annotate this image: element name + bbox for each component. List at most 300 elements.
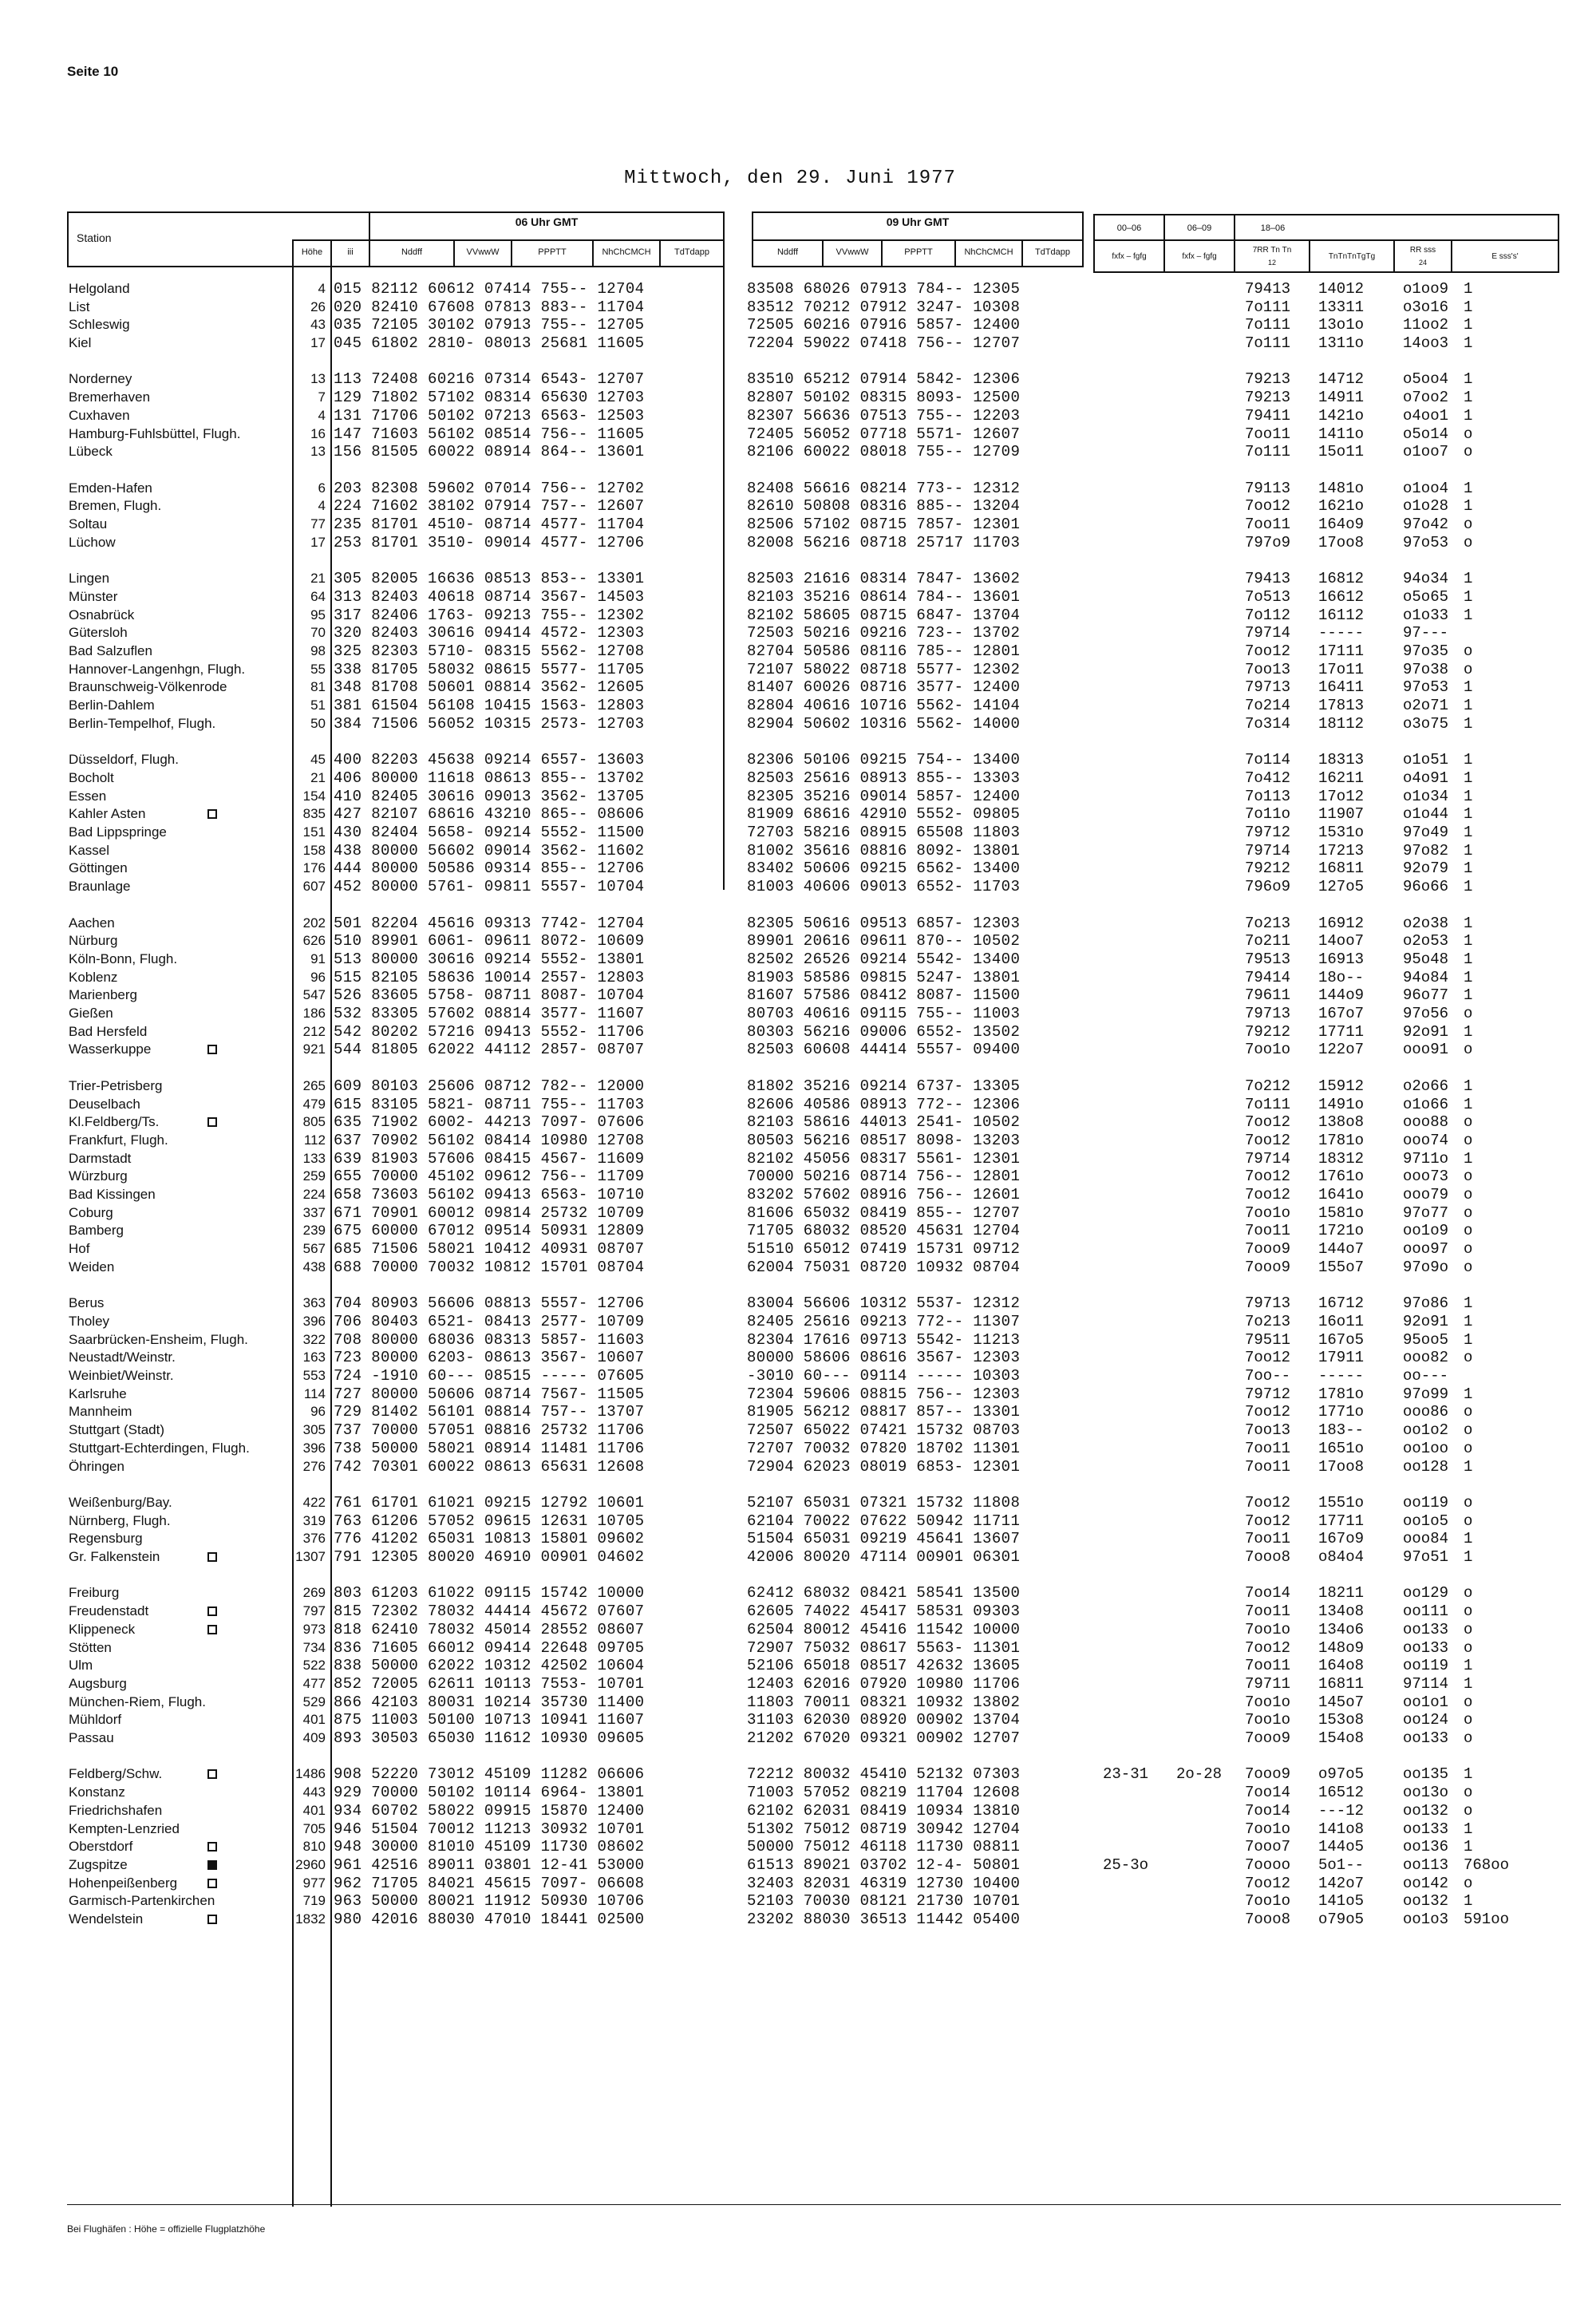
rr-tn-value: 7oo11: [1245, 1530, 1291, 1547]
rr-tn-value: 7o111: [1245, 443, 1291, 460]
station-altitude: 607: [302, 879, 326, 894]
rr-tn-value: 79212: [1245, 1023, 1291, 1041]
rr-tn-value: 7o111: [1245, 298, 1291, 316]
station-altitude: 151: [302, 824, 326, 840]
temps-value: 141o5: [1318, 1892, 1365, 1910]
rr-sss-value: 97o38: [1403, 661, 1449, 678]
rr-sss-value: o2o53: [1403, 932, 1449, 950]
station-altitude: 224: [302, 1187, 326, 1202]
station-name: Soltau: [69, 516, 108, 532]
rr-tn-value: 7o213: [1245, 915, 1291, 932]
e-sss-value: 1: [1464, 932, 1473, 950]
table-row: [0, 588, 1596, 606]
temps-value: 16812: [1318, 570, 1365, 587]
extra-col-e-sss: E sss's': [1491, 252, 1519, 261]
table-row: [0, 805, 1596, 823]
table-row: [0, 1222, 1596, 1239]
rr-sss-value: oo142: [1403, 1875, 1449, 1892]
table-row: [0, 824, 1596, 841]
station-altitude: 305: [302, 1422, 326, 1437]
table-row: [0, 1892, 1596, 1910]
table-row: [0, 534, 1596, 551]
station-altitude: 7: [318, 389, 326, 405]
e-sss-value: o: [1464, 1168, 1473, 1185]
temps-value: 14oo7: [1318, 932, 1365, 950]
station-altitude: 17: [310, 535, 326, 550]
e-sss-value: 1: [1464, 986, 1473, 1004]
rr-sss-value: oo119: [1403, 1657, 1449, 1674]
table-row: [0, 1132, 1596, 1149]
station-altitude: 401: [302, 1712, 326, 1727]
obs-09-utc: 82704 50586 08116 785-- 12801: [747, 642, 1021, 660]
obs-06-utc: 381 61504 56108 10415 1563- 12803: [334, 697, 645, 714]
obs-09-utc: 50000 75012 46118 11730 08811: [747, 1838, 1021, 1855]
station-altitude: 21: [310, 571, 326, 586]
obs-06-utc: 727 80000 50606 08714 7567- 11505: [334, 1385, 645, 1403]
e-sss-value: 1: [1464, 1548, 1473, 1566]
mountain-station-box-icon: [207, 1045, 217, 1054]
table-row: [0, 788, 1596, 805]
station-name: Berus: [69, 1295, 105, 1310]
temps-value: 1551o: [1318, 1494, 1365, 1512]
table-row: [0, 842, 1596, 860]
e-sss-value: 1: [1464, 480, 1473, 497]
station-name: Kl.Feldberg/Ts.: [69, 1114, 160, 1129]
e-sss-value: o: [1464, 425, 1473, 443]
station-name: Gr. Falkenstein: [69, 1549, 160, 1564]
obs-06-utc: 635 71902 6002- 44213 7097- 07606: [334, 1113, 645, 1131]
mountain-station-box-icon: [207, 1606, 217, 1616]
table-row: [0, 1657, 1596, 1674]
obs-06-utc: 045 61802 2810- 08013 25681 11605: [334, 334, 645, 352]
obs-09-utc: 72507 65022 07421 15732 08703: [747, 1421, 1021, 1439]
iii-column-header: iii: [347, 247, 354, 257]
e-sss-value: 1: [1464, 715, 1473, 733]
mountain-station-box-icon: [207, 809, 217, 819]
table-row: [0, 389, 1596, 406]
e-sss-value: 1: [1464, 1385, 1473, 1403]
rr-tn-value: 7oo1o: [1245, 1711, 1291, 1729]
table-row: [0, 1856, 1596, 1874]
station-name: Gütersloh: [69, 625, 128, 640]
station-altitude: 163: [302, 1350, 326, 1365]
rr-sss-value: o1oo4: [1403, 480, 1449, 497]
table-row: [0, 497, 1596, 515]
temps-value: 17oo8: [1318, 534, 1365, 551]
station-name: Nürnberg, Flugh.: [69, 1513, 171, 1528]
table-row: [0, 1802, 1596, 1820]
rr-tn-value: 7oo14: [1245, 1802, 1291, 1820]
station-name: Klippeneck: [69, 1622, 136, 1637]
obs-09-utc: 61513 89021 03702 12-4- 50801: [747, 1856, 1021, 1874]
station-altitude: 55: [310, 662, 326, 677]
station-name: Neustadt/Weinstr.: [69, 1350, 176, 1365]
station-name: Marienberg: [69, 987, 137, 1002]
rr-sss-value: oo132: [1403, 1802, 1449, 1820]
table-row: [0, 860, 1596, 877]
rr-sss-value: ooo82: [1403, 1349, 1449, 1366]
station-name: Hohenpeißenberg: [69, 1875, 178, 1891]
station-name: München-Riem, Flugh.: [69, 1694, 206, 1709]
station-altitude: 16: [310, 426, 326, 441]
rr-sss-value: oo---: [1403, 1367, 1449, 1385]
e-sss-value: o: [1464, 642, 1473, 660]
obs-06-utc: 742 70301 60022 08613 65631 12608: [334, 1458, 645, 1476]
station-altitude: 26: [310, 299, 326, 314]
temps-value: 164o9: [1318, 516, 1365, 533]
table-row: [0, 769, 1596, 787]
station-name: Münster: [69, 589, 118, 604]
rr-tn-value: 79411: [1245, 407, 1291, 425]
station-name: Emden-Hafen: [69, 480, 152, 496]
station-name: Bremen, Flugh.: [69, 498, 162, 513]
obs-09-utc: 72907 75032 08617 5563- 11301: [747, 1639, 1021, 1657]
obs-06-utc: 400 82203 45638 09214 6557- 13603: [334, 751, 645, 769]
rr-sss-value: 92o91: [1403, 1023, 1449, 1041]
rr-sss-value: 97o53: [1403, 534, 1449, 551]
obs-09-utc: 51504 65031 09219 45641 13607: [747, 1530, 1021, 1547]
temps-value: 14911: [1318, 389, 1365, 406]
obs-06-utc: 131 71706 50102 07213 6563- 12503: [334, 407, 645, 425]
obs-06-utc: 658 73603 56102 09413 6563- 10710: [334, 1186, 645, 1203]
e-sss-value: 1: [1464, 407, 1473, 425]
obs-06-utc: 724 -1910 60--- 08515 ----- 07605: [334, 1367, 645, 1385]
table-row: [0, 1259, 1596, 1276]
temps-value: 18o--: [1318, 969, 1365, 986]
obs-06-utc: 723 80000 6203- 08613 3567- 10607: [334, 1349, 645, 1366]
temps-value: 14012: [1318, 280, 1365, 298]
e-sss-value: o: [1464, 443, 1473, 460]
e-sss-value: 1: [1464, 842, 1473, 860]
station-name: Gießen: [69, 1006, 113, 1021]
obs-06-utc: 444 80000 50586 09314 855-- 12706: [334, 860, 645, 877]
rr-sss-value: ooo97: [1403, 1240, 1449, 1258]
obs-06-utc: 761 61701 61021 09215 12792 10601: [334, 1494, 645, 1512]
e-sss-value: o: [1464, 1494, 1473, 1512]
table-row: [0, 370, 1596, 388]
table-row: [0, 878, 1596, 895]
rr-tn-value: 7ooo9: [1245, 1240, 1291, 1258]
obs-09-utc: 83508 68026 07913 784-- 12305: [747, 280, 1021, 298]
rr-tn-value: 7o112: [1245, 607, 1291, 624]
station-altitude: 81: [310, 679, 326, 694]
rr-tn-value: 79511: [1245, 1331, 1291, 1349]
obs-06-utc: 253 81701 3510- 09014 4577- 12706: [334, 534, 645, 551]
obs-06-utc: 980 42016 88030 47010 18441 02500: [334, 1911, 645, 1928]
obs-06-utc: 438 80000 56602 09014 3562- 11602: [334, 842, 645, 860]
station-altitude: 114: [303, 1386, 326, 1401]
station-name: Mannheim: [69, 1404, 132, 1419]
station-altitude: 1832: [295, 1911, 326, 1927]
obs-09-utc: 72204 59022 07418 756-- 12707: [747, 334, 1021, 352]
station-name: Oberstdorf: [69, 1839, 133, 1854]
station-name: Braunschweig-Völkenrode: [69, 679, 227, 694]
table-row: [0, 1331, 1596, 1349]
mountain-station-box-icon: [207, 1552, 217, 1562]
station-altitude: 337: [302, 1205, 326, 1220]
e-sss-value: o: [1464, 1240, 1473, 1258]
obs-06-utc: 704 80903 56606 08813 5557- 12706: [334, 1294, 645, 1312]
station-name: Norderney: [69, 371, 132, 386]
station-altitude: 13: [310, 444, 326, 459]
temps-value: 17o11: [1318, 661, 1365, 678]
rr-sss-value: o5oo4: [1403, 370, 1449, 388]
temps-value: 1581o: [1318, 1204, 1365, 1222]
station-altitude: 176: [302, 860, 326, 875]
e-sss-value: 1: [1464, 1023, 1473, 1041]
table-row: [0, 1186, 1596, 1203]
obs-09-utc: 80703 40616 09115 755-- 11003: [747, 1005, 1021, 1022]
obs-06-utc: 113 72408 60216 07314 6543- 12707: [334, 370, 645, 388]
e-sss-value: 1: [1464, 1294, 1473, 1312]
rr-tn-value: 7oo1o: [1245, 1204, 1291, 1222]
rr-sss-value: oo1oo: [1403, 1440, 1449, 1457]
rr-sss-value: oo1o9: [1403, 1222, 1449, 1239]
obs-09-utc: 82807 50102 08315 8093- 12500: [747, 389, 1021, 406]
table-row: [0, 1729, 1596, 1747]
table-row: [0, 715, 1596, 733]
e-sss-value: o: [1464, 661, 1473, 678]
obs-09-utc: 82503 60608 44414 5557- 09400: [747, 1041, 1021, 1058]
e-sss-value: 1: [1464, 1150, 1473, 1168]
rr-tn-value: 7oo12: [1245, 1113, 1291, 1131]
temps-value: 1411o: [1318, 425, 1365, 443]
rr-tn-value: 7oo12: [1245, 1494, 1291, 1512]
mountain-station-box-icon: [207, 1625, 217, 1634]
temps-value: 144o7: [1318, 1240, 1365, 1258]
station-name: Bad Kissingen: [69, 1187, 156, 1202]
station-name: Düsseldorf, Flugh.: [69, 752, 179, 767]
e-sss-value: 1: [1464, 334, 1473, 352]
rr-sss-value: oo1o5: [1403, 1512, 1449, 1530]
temps-value: 16o11: [1318, 1313, 1365, 1330]
temps-value: 134o8: [1318, 1603, 1365, 1620]
obs-06-utc: 406 80000 11618 08613 855-- 13702: [334, 769, 645, 787]
temps-value: 16913: [1318, 950, 1365, 968]
table-row: [0, 316, 1596, 334]
rr-tn-value: 7o212: [1245, 1077, 1291, 1095]
rr-tn-value: 79113: [1245, 480, 1291, 497]
obs-09-utc: 82506 57102 08715 7857- 12301: [747, 516, 1021, 533]
e-sss-value: o: [1464, 1440, 1473, 1457]
e-sss-value: o: [1464, 1222, 1473, 1239]
station-altitude: 21: [310, 770, 326, 785]
temps-value: 144o9: [1318, 986, 1365, 1004]
rr-tn-value: 7ooo9: [1245, 1259, 1291, 1276]
station-name: Öhringen: [69, 1459, 124, 1474]
e-sss-value: 1: [1464, 607, 1473, 624]
station-altitude: 6: [318, 480, 326, 496]
rr-sss-value: o3o75: [1403, 715, 1449, 733]
station-altitude: 50: [310, 716, 326, 731]
rr-sss-value: 97o9o: [1403, 1259, 1449, 1276]
e-sss-value: 1: [1464, 860, 1473, 877]
obs-09-utc: 83512 70212 07912 3247- 10308: [747, 298, 1021, 316]
station-name: Hof: [69, 1241, 90, 1256]
obs-09-utc: 82503 21616 08314 7847- 13602: [747, 570, 1021, 587]
temps-value: 1761o: [1318, 1168, 1365, 1185]
table-row: [0, 1240, 1596, 1258]
col-09-dewpoint: TdTdapp: [1034, 247, 1071, 257]
station-altitude: 154: [302, 788, 326, 804]
temps-value: 1491o: [1318, 1096, 1365, 1113]
mountain-station-box-icon: [207, 1769, 217, 1779]
rr-sss-value: ooo73: [1403, 1168, 1449, 1185]
table-row: [0, 1096, 1596, 1113]
station-altitude: 409: [302, 1730, 326, 1745]
obs-06-utc: 235 81701 4510- 08714 4577- 11704: [334, 516, 645, 533]
rr-sss-value: o1o51: [1403, 751, 1449, 769]
table-row: [0, 932, 1596, 950]
e-sss-value: 1: [1464, 969, 1473, 986]
rr-sss-value: oo132: [1403, 1892, 1449, 1910]
table-row: [0, 570, 1596, 587]
station-name: Kassel: [69, 843, 110, 858]
table-row: [0, 1838, 1596, 1855]
rr-tn-value: 7oo1o: [1245, 1693, 1291, 1711]
obs-09-utc: 52107 65031 07321 15732 11808: [747, 1494, 1021, 1512]
temps-value: 1531o: [1318, 824, 1365, 841]
rr-tn-value: 7o214: [1245, 697, 1291, 714]
station-altitude: 158: [302, 843, 326, 858]
station-name: Trier-Petrisberg: [69, 1078, 163, 1093]
station-altitude: 13: [310, 371, 326, 386]
table-row: [0, 1150, 1596, 1168]
station-altitude: 719: [302, 1893, 326, 1908]
obs-09-utc: 52103 70030 08121 21730 10701: [747, 1892, 1021, 1910]
table-row: [0, 1530, 1596, 1547]
rr-sss-value: 97o82: [1403, 842, 1449, 860]
obs-06-utc: 791 12305 80020 46910 00901 04602: [334, 1548, 645, 1566]
rr-tn-value: 79212: [1245, 860, 1291, 877]
temps-value: o84o4: [1318, 1548, 1365, 1566]
station-name: Hamburg-Fuhlsbüttel, Flugh.: [69, 426, 241, 441]
station-altitude: 4: [318, 281, 326, 296]
obs-09-utc: 81905 56212 08817 857-- 13301: [747, 1403, 1021, 1421]
station-name: Bad Salzuflen: [69, 643, 152, 658]
obs-06-utc: 615 83105 5821- 08711 755-- 11703: [334, 1096, 645, 1113]
obs-09-utc: 81003 40606 09013 6552- 11703: [747, 878, 1021, 895]
station-altitude: 805: [302, 1114, 326, 1129]
rr-tn-value: 7o111: [1245, 1096, 1291, 1113]
e-sss-value: 1: [1464, 298, 1473, 316]
temps-value: 167o5: [1318, 1331, 1365, 1349]
obs-09-utc: 52106 65018 08517 42632 13605: [747, 1657, 1021, 1674]
obs-09-utc: 21202 67020 09321 00902 12707: [747, 1729, 1021, 1747]
obs-06-utc: 685 71506 58021 10412 40931 08707: [334, 1240, 645, 1258]
station-name: Helgoland: [69, 281, 130, 296]
rr-tn-value: 79713: [1245, 1294, 1291, 1312]
station-altitude: 401: [302, 1803, 326, 1818]
station-name: Bocholt: [69, 770, 114, 785]
station-altitude: 529: [302, 1694, 326, 1709]
temps-value: 16411: [1318, 678, 1365, 696]
e-sss-value: 1: [1464, 824, 1473, 841]
mountain-station-box-icon: [207, 1842, 217, 1851]
station-name: Koblenz: [69, 970, 118, 985]
temps-value: 16712: [1318, 1294, 1365, 1312]
rr-tn-value: 7o412: [1245, 769, 1291, 787]
temps-value: 18112: [1318, 715, 1365, 733]
obs-06-utc: 946 51504 70012 11213 30932 10701: [334, 1820, 645, 1838]
rr-tn-value: 79611: [1245, 986, 1291, 1004]
rr-sss-value: ooo84: [1403, 1530, 1449, 1547]
rr-tn-value: 7oo13: [1245, 661, 1291, 678]
rr-sss-value: o1oo7: [1403, 443, 1449, 460]
e-sss-value: 1: [1464, 497, 1473, 515]
e-sss-value: o: [1464, 1729, 1473, 1747]
obs-09-utc: 62104 70022 07622 50942 11711: [747, 1512, 1021, 1530]
station-altitude: 259: [302, 1168, 326, 1184]
rr-tn-value: 7o114: [1245, 751, 1291, 769]
table-row: [0, 1693, 1596, 1711]
rr-sss-value: oo13o: [1403, 1784, 1449, 1801]
rr-tn-value: 7oo12: [1245, 1349, 1291, 1366]
rr-sss-value: o3o16: [1403, 298, 1449, 316]
station-altitude: 45: [310, 752, 326, 767]
station-altitude: 835: [302, 806, 326, 821]
temps-value: 1651o: [1318, 1440, 1365, 1457]
page-number: Seite 10: [67, 64, 119, 79]
obs-06-utc: 452 80000 5761- 09811 5557- 10704: [334, 878, 645, 895]
rr-sss-value: oo111: [1403, 1603, 1449, 1620]
footnote: Bei Flughäfen : Höhe = offizielle Flugplatzhöhe: [67, 2223, 266, 2235]
temps-value: 167o7: [1318, 1005, 1365, 1022]
table-row: [0, 280, 1596, 298]
station-name: Deuselbach: [69, 1097, 140, 1112]
station-name: Weinbiet/Weinstr.: [69, 1368, 174, 1383]
rr-sss-value: oo1o2: [1403, 1421, 1449, 1439]
temps-value: 15912: [1318, 1077, 1365, 1095]
rr-tn-value: 79714: [1245, 842, 1291, 860]
rr-tn-value: 7o111: [1245, 334, 1291, 352]
station-name: Göttingen: [69, 860, 128, 875]
station-name: Regensburg: [69, 1531, 143, 1546]
obs-09-utc: 72503 50216 09216 723-- 13702: [747, 624, 1021, 642]
rr-sss-value: o7oo2: [1403, 389, 1449, 406]
rr-tn-value: 7ooo8: [1245, 1911, 1291, 1928]
station-altitude: 2960: [295, 1857, 326, 1872]
gust-00-06: 23-31: [1103, 1765, 1149, 1783]
rr-sss-value: o1o66: [1403, 1096, 1449, 1113]
obs-06-utc: 609 80103 25606 08712 782-- 12000: [334, 1077, 645, 1095]
rr-sss-value: o2o71: [1403, 697, 1449, 714]
table-row: [0, 1204, 1596, 1222]
rr-sss-value: oo1o1: [1403, 1693, 1449, 1711]
station-altitude: 422: [302, 1495, 326, 1510]
rr-tn-value: 7ooo9: [1245, 1765, 1291, 1783]
obs-06-utc: 738 50000 58021 08914 11481 11706: [334, 1440, 645, 1457]
obs-06-utc: 510 89901 6061- 09611 8072- 10609: [334, 932, 645, 950]
temps-value: 1781o: [1318, 1385, 1365, 1403]
table-row: [0, 1440, 1596, 1457]
obs-09-utc: 42006 80020 47114 00901 06301: [747, 1548, 1021, 1566]
rr-tn-value: 79213: [1245, 370, 1291, 388]
station-altitude: 95: [310, 607, 326, 622]
station-name: Stötten: [69, 1640, 112, 1655]
obs-09-utc: 82408 56616 08214 773-- 12312: [747, 480, 1021, 497]
obs-06-utc: 737 70000 57051 08816 25732 11706: [334, 1421, 645, 1439]
e-sss-value: 1: [1464, 769, 1473, 787]
rr-tn-value: 7oo1o: [1245, 1820, 1291, 1838]
rr-sss-value: 97o77: [1403, 1204, 1449, 1222]
rr-sss-value: o2o38: [1403, 915, 1449, 932]
station-altitude: 269: [302, 1585, 326, 1600]
obs-06-utc: 526 83605 5758- 08711 8087- 10704: [334, 986, 645, 1004]
station-altitude: 51: [310, 698, 326, 713]
obs-06-utc: 818 62410 78032 45014 28552 08607: [334, 1621, 645, 1638]
station-altitude: 973: [302, 1622, 326, 1637]
